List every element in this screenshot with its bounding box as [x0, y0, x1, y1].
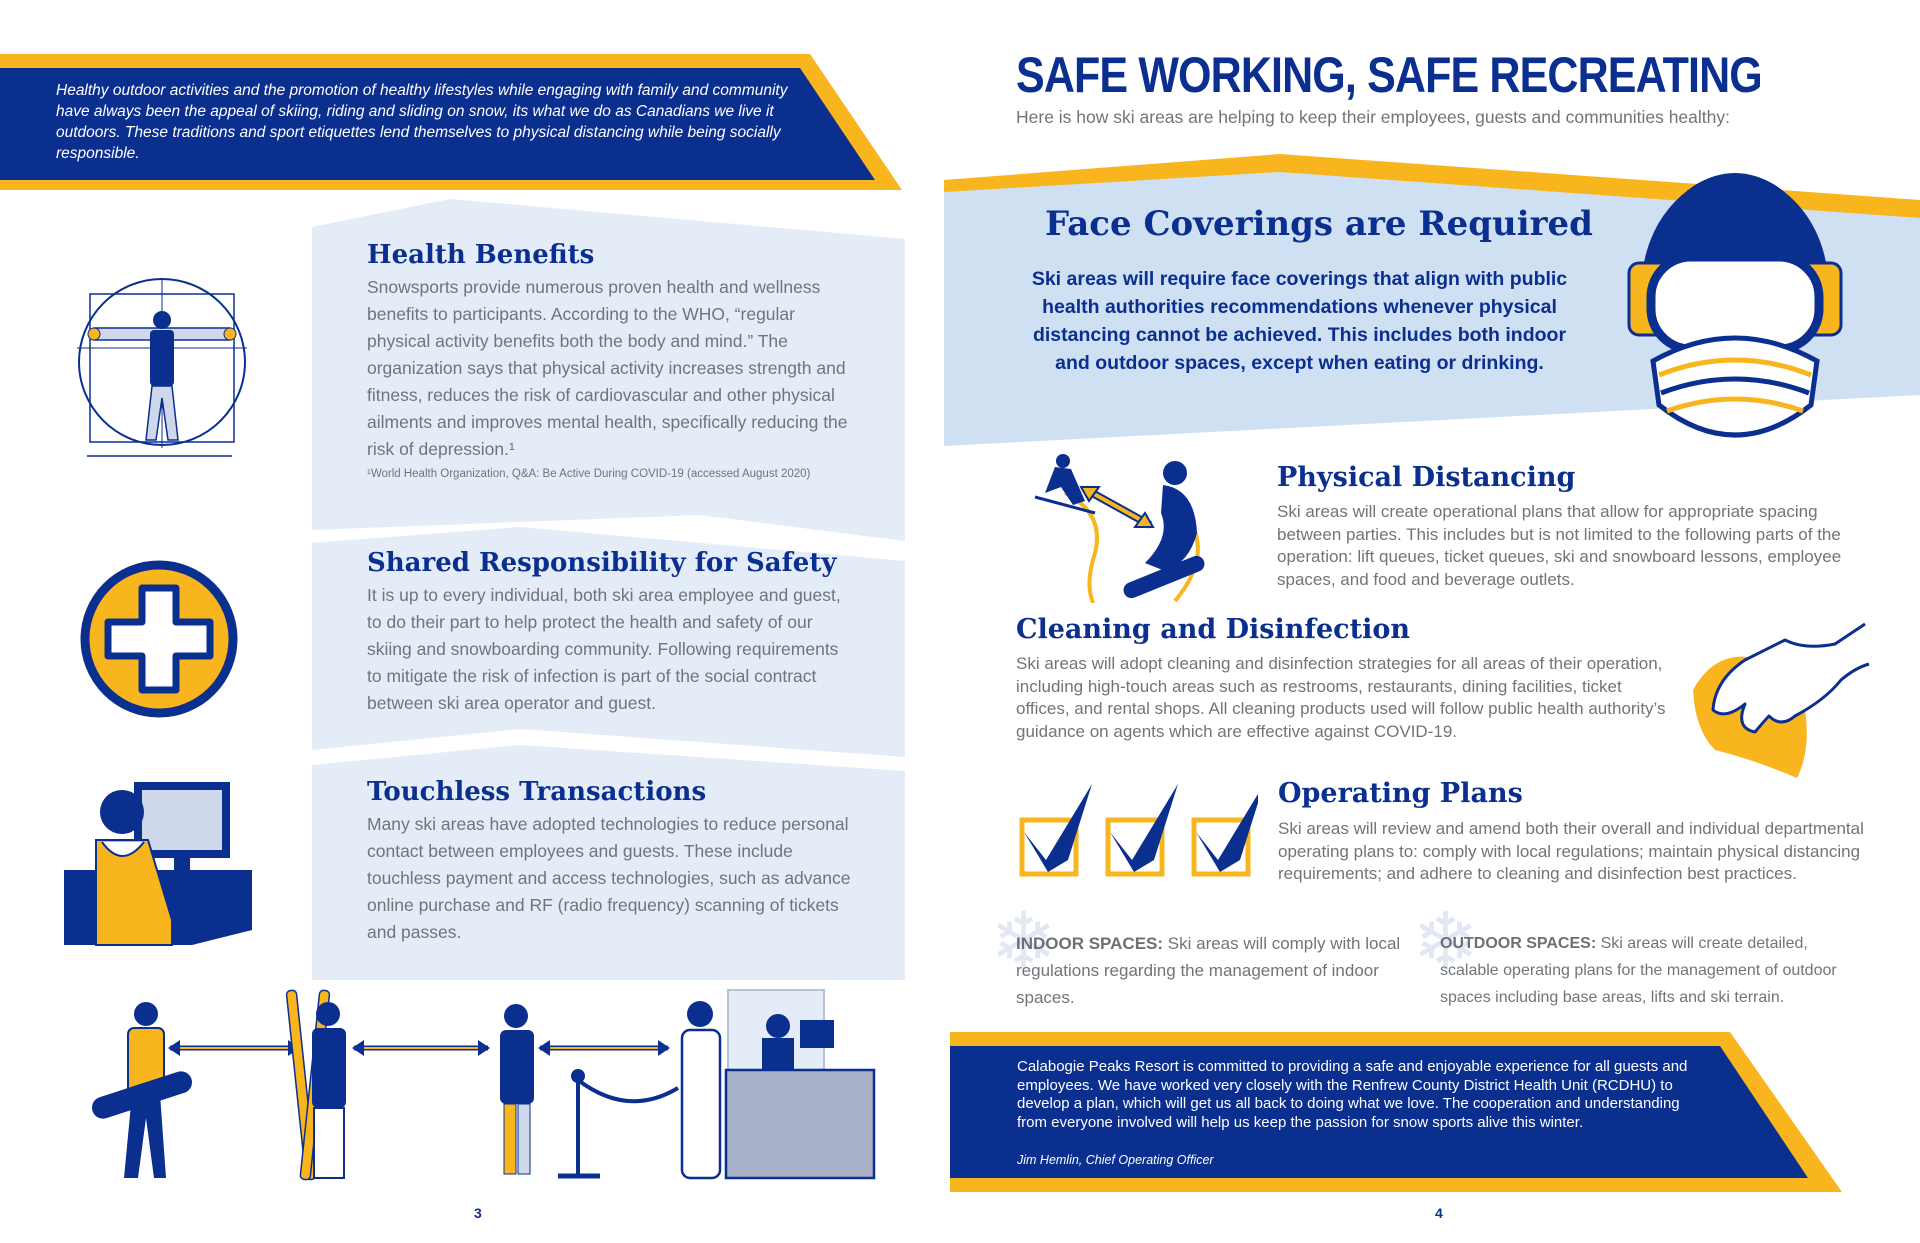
intro-banner-text: Healthy outdoor activities and the promotion of healthy lifestyles while engaging with family and community have always been the appeal of skiing, riding and sliding on snow, its what we do as Canadians we live it outdoors. These traditions and sport etiquettes lend themselves to physical distancing while being socially responsible.	[56, 82, 788, 162]
helmet-goggles-mask-icon	[1625, 165, 1845, 445]
kiosk-user-icon	[62, 780, 257, 950]
medical-cross-icon	[80, 560, 238, 718]
indoor-spaces-body: Ski areas will comply with local regulations regarding the management of indoor spaces.	[1016, 934, 1401, 1007]
operating-plans-body: Ski areas will review and amend both their overall and individual departmental operating plans to: comply with local regulations; maintain physical distancing requirements; and adhere to cleaning and disinfection best practices.	[1278, 819, 1864, 883]
outdoor-spaces-body: Ski areas will create detailed, scalable operating plans for the management of outdoor spaces including base areas, lifts and ski terrain.	[1440, 935, 1837, 1006]
cleaning-body: Ski areas will adopt cleaning and disinfection strategies for all areas of their operation, including high-touch areas such as restrooms, restaurants, dining facilities, ticket offices, and rental shops. All cleaning products used will follow public health authority’s guidance on agents which are effective against COVID-19.	[1016, 654, 1666, 741]
page-number-left: 3	[474, 1205, 482, 1221]
closing-signature: Jim Hemlin, Chief Operating Officer	[1017, 1153, 1214, 1167]
face-coverings-title: Face Coverings are Required	[1045, 204, 1593, 244]
cleaning-title: Cleaning and Disinfection	[1016, 614, 1410, 645]
shared-responsibility-title: Shared Responsibility for Safety	[367, 548, 837, 578]
page-title: SAFE WORKING, SAFE RECREATING	[1016, 47, 1762, 103]
health-benefits-footnote: ¹World Health Organization, Q&A: Be Active During COVID-19 (accessed August 2020)	[367, 468, 811, 480]
operating-plans-title: Operating Plans	[1278, 778, 1523, 809]
indoor-spaces-text	[1016, 930, 1416, 1011]
touchless-transactions-title: Touchless Transactions	[367, 777, 707, 807]
health-benefits-body: Snowsports provide numerous proven health and wellness benefits to participants. According to the WHO, “regular physical activity benefits both the body and mind.” The organization says that physical activity increases strength and fitness, reduces the risk of cardiovascular and other physical ailments and improves mental health, specifically reducing the risk of depression.¹	[367, 277, 848, 459]
outdoor-spaces-label: OUTDOOR SPACES:	[1440, 935, 1597, 952]
hand-wiping-icon	[1685, 620, 1870, 780]
indoor-spaces-label: INDOOR SPACES:	[1016, 934, 1164, 953]
physical-distancing-title: Physical Distancing	[1277, 462, 1576, 493]
vitruvian-skier-icon	[72, 278, 252, 468]
page-number-right: 4	[1435, 1205, 1443, 1221]
skier-snowboarder-distance-icon	[1025, 453, 1225, 603]
checkbox-icon	[1018, 780, 1258, 885]
shared-responsibility-body: It is up to every individual, both ski area employee and guest, to do their part to help protect the health and safety of our skiing and snowboarding community. Following requirements to mitigate the risk of infection is part of the social contract between ski area operator and guest.	[367, 585, 841, 713]
health-benefits-title: Health Benefits	[367, 240, 595, 270]
snowflake-icon: ❄	[990, 897, 1058, 986]
touchless-transactions-body: Many ski areas have adopted technologies to reduce personal contact between employees and guests. These include touchless payment and access technologies, such as advance online purchase and RF (radio frequency) scanning of tickets and passes.	[367, 814, 851, 942]
outdoor-spaces-text	[1440, 930, 1870, 1011]
physical-distancing-body: Ski areas will create operational plans that allow for appropriate spacing between parties. This includes but is not limited to the following parts of the operation: lift queues, ticket queues, ski and snowboard lessons, employee spaces, and food and beverage outlets.	[1277, 502, 1842, 589]
queue-distancing-illustration	[88, 988, 888, 1188]
page-subtitle: Here is how ski areas are helping to keep their employees, guests and communities healthy:	[1016, 107, 1730, 127]
face-coverings-body: Ski areas will require face coverings that align with public health authorities recommendations whenever physical distancing cannot be achieved. This includes both indoor and outdoor spaces, except when eating or drinking.	[1031, 268, 1568, 374]
closing-banner-body: Calabogie Peaks Resort is committed to providing a safe and enjoyable experience for all guests and employees. We have worked very closely with the Renfrew County District Health Unit (RCDHU) to develop a plan, which will get us all back to doing what we love. The cooperation and understanding from everyone involved will help us keep the passion for snow sports alive this winter.	[1017, 1058, 1688, 1131]
snowflake-icon: ❄	[1412, 897, 1480, 986]
